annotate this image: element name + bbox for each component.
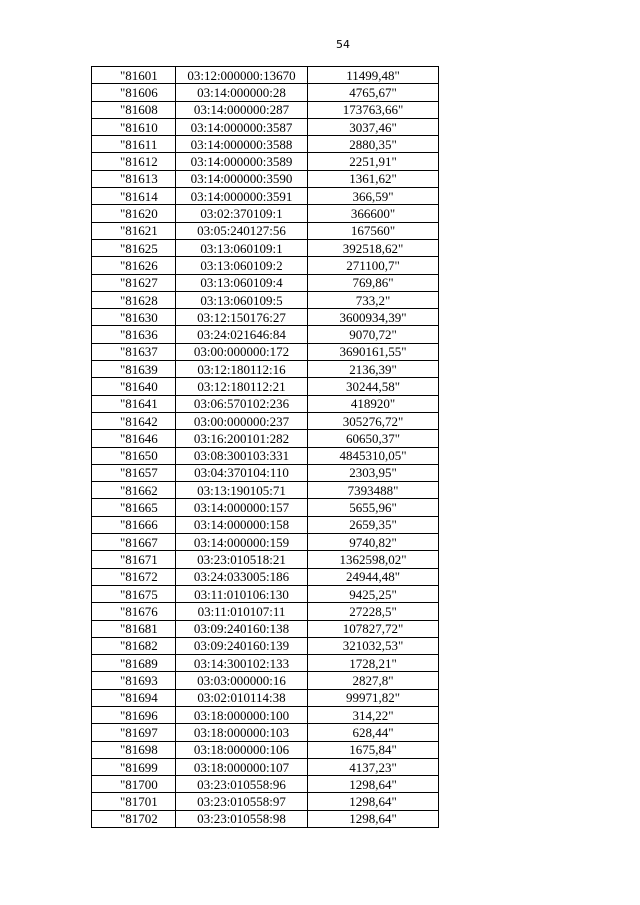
value-cell: 107827,72" (308, 620, 439, 637)
table-row (92, 257, 439, 274)
cadastral-number-cell: 03:16:200101:282 (176, 430, 308, 447)
record-number-cell: "81613 (92, 170, 176, 187)
table-row (92, 274, 439, 291)
value-cell: 1728,21" (308, 655, 439, 672)
cadastral-number-cell: 03:04:370104:110 (176, 464, 308, 481)
table-row (92, 741, 439, 758)
table-row (92, 205, 439, 222)
record-number-cell: "81608 (92, 101, 176, 118)
record-number-cell: "81694 (92, 689, 176, 706)
table-row (92, 568, 439, 585)
cadastral-number-cell: 03:24:021646:84 (176, 326, 308, 343)
value-cell: 321032,53" (308, 637, 439, 654)
value-cell: 9070,72" (308, 326, 439, 343)
record-number-cell: "81640 (92, 378, 176, 395)
cadastral-number-cell: 03:23:010558:97 (176, 793, 308, 810)
value-cell: 167560" (308, 222, 439, 239)
table-row (92, 430, 439, 447)
cadastral-number-cell: 03:24:033005:186 (176, 568, 308, 585)
record-number-cell: "81657 (92, 464, 176, 481)
record-number-cell: "81606 (92, 84, 176, 101)
value-cell: 3690161,55" (308, 343, 439, 360)
cadastral-number-cell: 03:03:000000:16 (176, 672, 308, 689)
table-row (92, 499, 439, 516)
record-number-cell: "81681 (92, 620, 176, 637)
cadastral-number-cell: 03:13:060109:5 (176, 291, 308, 308)
value-cell: 1298,64" (308, 776, 439, 793)
cadastral-number-cell: 03:08:300103:331 (176, 447, 308, 464)
table-row (92, 378, 439, 395)
record-number-cell: "81641 (92, 395, 176, 412)
table-row (92, 118, 439, 135)
value-cell: 9740,82" (308, 534, 439, 551)
table-row (92, 758, 439, 775)
cadastral-number-cell: 03:14:000000:158 (176, 516, 308, 533)
cadastral-number-cell: 03:12:000000:13670 (176, 67, 308, 84)
value-cell: 1675,84" (308, 741, 439, 758)
record-number-cell: "81696 (92, 706, 176, 723)
table-row (92, 689, 439, 706)
data-table (91, 66, 439, 828)
record-number-cell: "81650 (92, 447, 176, 464)
record-number-cell: "81667 (92, 534, 176, 551)
value-cell: 2827,8" (308, 672, 439, 689)
table-row (92, 361, 439, 378)
record-number-cell: "81702 (92, 810, 176, 827)
table-row (92, 637, 439, 654)
value-cell: 271100,7" (308, 257, 439, 274)
record-number-cell: "81693 (92, 672, 176, 689)
page-number: 54 (336, 38, 350, 51)
value-cell: 4137,23" (308, 758, 439, 775)
record-number-cell: "81630 (92, 309, 176, 326)
value-cell: 3600934,39" (308, 309, 439, 326)
table-row (92, 343, 439, 360)
record-number-cell: "81610 (92, 118, 176, 135)
value-cell: 2136,39" (308, 361, 439, 378)
value-cell: 305276,72" (308, 412, 439, 429)
value-cell: 314,22" (308, 706, 439, 723)
value-cell: 60650,37" (308, 430, 439, 447)
record-number-cell: "81611 (92, 136, 176, 153)
cadastral-number-cell: 03:11:010106:130 (176, 585, 308, 602)
table-row (92, 776, 439, 793)
record-number-cell: "81621 (92, 222, 176, 239)
cadastral-number-cell: 03:23:010558:98 (176, 810, 308, 827)
record-number-cell: "81639 (92, 361, 176, 378)
value-cell: 366,59" (308, 188, 439, 205)
cadastral-number-cell: 03:05:240127:56 (176, 222, 308, 239)
table-row (92, 309, 439, 326)
table-row (92, 239, 439, 256)
record-number-cell: "81662 (92, 482, 176, 499)
value-cell: 5655,96" (308, 499, 439, 516)
value-cell: 1298,64" (308, 793, 439, 810)
table-row (92, 67, 439, 84)
table-row (92, 188, 439, 205)
cadastral-number-cell: 03:13:060109:4 (176, 274, 308, 291)
cadastral-number-cell: 03:12:180112:16 (176, 361, 308, 378)
value-cell: 769,86" (308, 274, 439, 291)
record-number-cell: "81626 (92, 257, 176, 274)
cadastral-number-cell: 03:06:570102:236 (176, 395, 308, 412)
value-cell: 27228,5" (308, 603, 439, 620)
table-row (92, 655, 439, 672)
table-row (92, 326, 439, 343)
cadastral-number-cell: 03:11:010107:11 (176, 603, 308, 620)
value-cell: 9425,25" (308, 585, 439, 602)
record-number-cell: "81627 (92, 274, 176, 291)
cadastral-number-cell: 03:00:000000:172 (176, 343, 308, 360)
record-number-cell: "81666 (92, 516, 176, 533)
record-number-cell: "81646 (92, 430, 176, 447)
table-row (92, 291, 439, 308)
table-row (92, 672, 439, 689)
table-row (92, 170, 439, 187)
table-row (92, 136, 439, 153)
table-body (92, 67, 439, 828)
value-cell: 2303,95" (308, 464, 439, 481)
table-row (92, 706, 439, 723)
record-number-cell: "81636 (92, 326, 176, 343)
record-number-cell: "81701 (92, 793, 176, 810)
cadastral-number-cell: 03:13:060109:1 (176, 239, 308, 256)
table-row (92, 395, 439, 412)
record-number-cell: "81601 (92, 67, 176, 84)
table-row (92, 516, 439, 533)
cadastral-number-cell: 03:14:000000:287 (176, 101, 308, 118)
cadastral-number-cell: 03:14:000000:3590 (176, 170, 308, 187)
value-cell: 30244,58" (308, 378, 439, 395)
table-row (92, 793, 439, 810)
cadastral-number-cell: 03:18:000000:107 (176, 758, 308, 775)
cadastral-number-cell: 03:09:240160:138 (176, 620, 308, 637)
cadastral-number-cell: 03:12:150176:27 (176, 309, 308, 326)
record-number-cell: "81671 (92, 551, 176, 568)
value-cell: 11499,48" (308, 67, 439, 84)
record-number-cell: "81676 (92, 603, 176, 620)
cadastral-number-cell: 03:23:010558:96 (176, 776, 308, 793)
table-row (92, 447, 439, 464)
table-row (92, 603, 439, 620)
table-row (92, 482, 439, 499)
cadastral-number-cell: 03:00:000000:237 (176, 412, 308, 429)
cadastral-number-cell: 03:14:000000:3587 (176, 118, 308, 135)
record-number-cell: "81614 (92, 188, 176, 205)
cadastral-number-cell: 03:13:190105:71 (176, 482, 308, 499)
record-number-cell: "81620 (92, 205, 176, 222)
cadastral-number-cell: 03:12:180112:21 (176, 378, 308, 395)
value-cell: 24944,48" (308, 568, 439, 585)
value-cell: 2880,35" (308, 136, 439, 153)
record-number-cell: "81699 (92, 758, 176, 775)
value-cell: 99971,82" (308, 689, 439, 706)
value-cell: 7393488" (308, 482, 439, 499)
table-row (92, 153, 439, 170)
cadastral-number-cell: 03:14:000000:159 (176, 534, 308, 551)
table-row (92, 724, 439, 741)
cadastral-number-cell: 03:14:300102:133 (176, 655, 308, 672)
record-number-cell: "81642 (92, 412, 176, 429)
table-row (92, 585, 439, 602)
table-row (92, 84, 439, 101)
cadastral-number-cell: 03:14:000000:28 (176, 84, 308, 101)
cadastral-number-cell: 03:02:370109:1 (176, 205, 308, 222)
record-number-cell: "81628 (92, 291, 176, 308)
value-cell: 4765,67" (308, 84, 439, 101)
table-row (92, 620, 439, 637)
value-cell: 3037,46" (308, 118, 439, 135)
table-row (92, 551, 439, 568)
record-number-cell: "81697 (92, 724, 176, 741)
cadastral-number-cell: 03:18:000000:100 (176, 706, 308, 723)
value-cell: 1361,62" (308, 170, 439, 187)
value-cell: 418920" (308, 395, 439, 412)
value-cell: 733,2" (308, 291, 439, 308)
record-number-cell: "81612 (92, 153, 176, 170)
value-cell: 2659,35" (308, 516, 439, 533)
cadastral-number-cell: 03:14:000000:3588 (176, 136, 308, 153)
table-row (92, 412, 439, 429)
cadastral-number-cell: 03:14:000000:3591 (176, 188, 308, 205)
value-cell: 2251,91" (308, 153, 439, 170)
record-number-cell: "81672 (92, 568, 176, 585)
record-number-cell: "81665 (92, 499, 176, 516)
value-cell: 173763,66" (308, 101, 439, 118)
record-number-cell: "81625 (92, 239, 176, 256)
value-cell: 1362598,02" (308, 551, 439, 568)
value-cell: 366600" (308, 205, 439, 222)
cadastral-number-cell: 03:02:010114:38 (176, 689, 308, 706)
record-number-cell: "81682 (92, 637, 176, 654)
record-number-cell: "81675 (92, 585, 176, 602)
record-number-cell: "81700 (92, 776, 176, 793)
value-cell: 628,44" (308, 724, 439, 741)
cadastral-number-cell: 03:09:240160:139 (176, 637, 308, 654)
cadastral-number-cell: 03:18:000000:103 (176, 724, 308, 741)
record-number-cell: "81689 (92, 655, 176, 672)
cadastral-number-cell: 03:23:010518:21 (176, 551, 308, 568)
record-number-cell: "81637 (92, 343, 176, 360)
cadastral-number-cell: 03:14:000000:157 (176, 499, 308, 516)
cadastral-number-cell: 03:13:060109:2 (176, 257, 308, 274)
cadastral-number-cell: 03:18:000000:106 (176, 741, 308, 758)
cadastral-number-cell: 03:14:000000:3589 (176, 153, 308, 170)
table-row (92, 464, 439, 481)
table-row (92, 810, 439, 827)
value-cell: 392518,62" (308, 239, 439, 256)
table-row (92, 534, 439, 551)
value-cell: 1298,64" (308, 810, 439, 827)
record-number-cell: "81698 (92, 741, 176, 758)
table-row (92, 222, 439, 239)
table-row (92, 101, 439, 118)
value-cell: 4845310,05" (308, 447, 439, 464)
